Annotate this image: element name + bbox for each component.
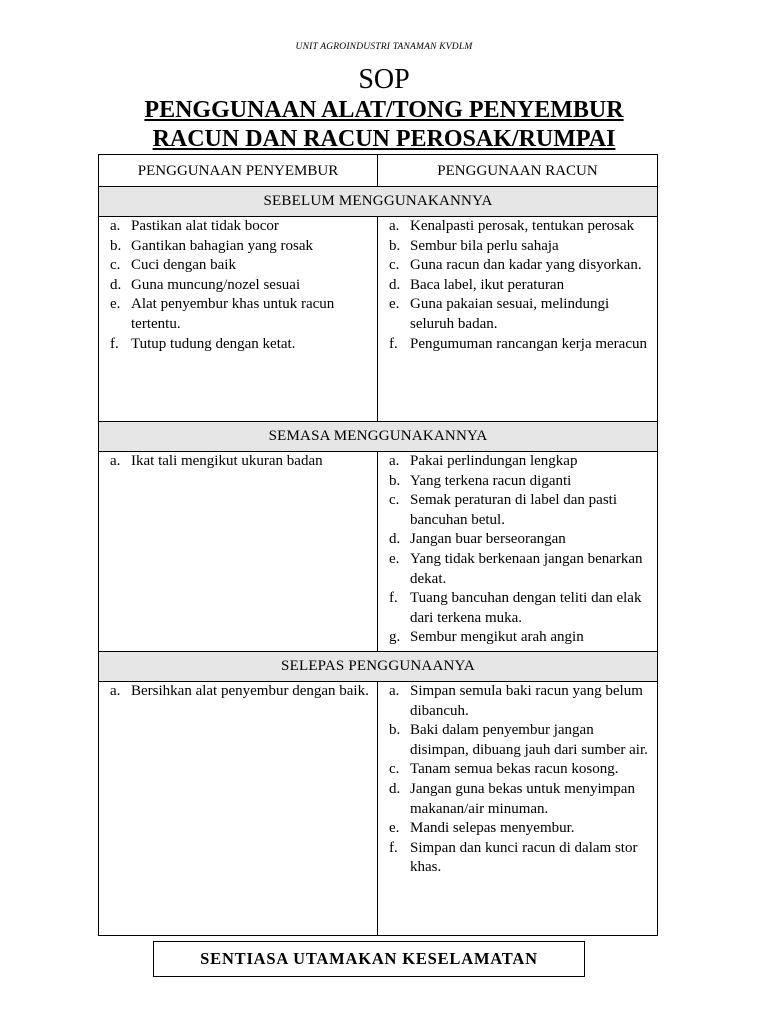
list-item-marker: f.	[389, 590, 398, 607]
column-header-sprayer: PENGGUNAAN PENYEMBUR	[99, 155, 378, 187]
list-item	[103, 335, 371, 355]
list-item	[382, 682, 651, 721]
list-item	[382, 530, 651, 550]
sop-table	[98, 154, 658, 936]
section-title-before: SEBELUM MENGGUNAKANNYA	[99, 187, 658, 217]
list-item	[382, 452, 651, 472]
list-item	[382, 491, 651, 530]
list-item	[382, 760, 651, 780]
during-poison-cell	[378, 452, 658, 652]
list-item-text: Guna pakaian sesuai, melindungi seluruh badan.	[410, 296, 610, 332]
list-item-text: Jangan buar berseorangan	[410, 531, 566, 548]
before-poison-list	[382, 217, 651, 354]
list-item	[382, 295, 651, 334]
list-item-text: Alat penyembur khas untuk racun tertentu.	[131, 296, 335, 332]
list-item-marker: c.	[110, 257, 121, 274]
list-item-text: Tuang bancuhan dengan teliti dan elak dari terkena muka.	[410, 590, 642, 626]
section-after-content	[99, 682, 658, 936]
list-item	[382, 589, 651, 628]
during-sprayer-list	[103, 452, 371, 472]
list-item	[103, 217, 371, 237]
before-sprayer-cell	[99, 217, 378, 422]
list-item	[382, 550, 651, 589]
list-item	[103, 452, 371, 472]
list-item	[103, 682, 371, 702]
list-item-text: Yang terkena racun diganti	[410, 472, 572, 489]
list-item-marker: d.	[389, 276, 401, 293]
list-item-marker: a.	[389, 453, 400, 469]
page-title-line-1: PENGGUNAAN ALAT/TONG PENYEMBUR	[144, 97, 624, 123]
list-item-marker: d.	[389, 780, 401, 797]
column-header-poison: PENGGUNAAN RACUN	[378, 155, 658, 187]
list-item	[382, 721, 651, 760]
section-during-content	[99, 452, 658, 652]
list-item	[382, 472, 651, 492]
list-item	[382, 256, 651, 276]
list-item-marker: a.	[389, 683, 400, 699]
list-item-text: Baca label, ikut peraturan	[410, 276, 565, 293]
list-item-text: Tanam semua bekas racun kosong.	[410, 761, 619, 778]
list-item-marker: b.	[389, 237, 401, 254]
list-item-marker: c.	[389, 761, 400, 778]
column-header-row	[99, 155, 658, 187]
list-item-marker: a.	[110, 218, 121, 234]
section-during-row	[99, 422, 658, 452]
during-poison-list	[382, 452, 651, 648]
list-item	[382, 628, 651, 648]
list-item-text: Sembur mengikut arah angin	[410, 629, 584, 646]
list-item-marker: f.	[389, 839, 398, 856]
list-item-marker: c.	[389, 257, 400, 274]
list-item-marker: b.	[110, 237, 122, 254]
list-item	[103, 237, 371, 257]
list-item-text: Cuci dengan baik	[131, 257, 236, 274]
list-item	[382, 335, 651, 355]
list-item-marker: b.	[389, 722, 401, 739]
list-item-text: Ikat tali mengikut ukuran badan	[131, 453, 323, 469]
list-item-text: Gantikan bahagian yang rosak	[131, 237, 314, 254]
list-item-marker: d.	[110, 276, 122, 293]
list-item-text: Pakai perlindungan lengkap	[410, 453, 578, 469]
list-item-marker: b.	[389, 472, 401, 489]
list-item	[103, 276, 371, 296]
list-item	[103, 256, 371, 276]
list-item-text: Mandi selepas menyembur.	[410, 820, 575, 837]
list-item-marker: g.	[389, 629, 401, 646]
list-item-marker: c.	[389, 492, 400, 509]
section-title-during: SEMASA MENGGUNAKANNYA	[99, 422, 658, 452]
list-item	[382, 237, 651, 257]
list-item-text: Yang tidak berkenaan jangan benarkan dekat.	[410, 550, 643, 587]
list-item-text: Simpan dan kunci racun di dalam stor khas.	[410, 839, 638, 876]
section-after-row	[99, 652, 658, 682]
list-item-text: Tutup tudung dengan ketat.	[131, 335, 296, 352]
unit-header: UNIT AGROINDUSTRI TANAMAN KVDLM	[295, 42, 473, 52]
page-title	[0, 96, 768, 154]
after-poison-list	[382, 682, 651, 878]
list-item-marker: e.	[110, 296, 121, 313]
list-item-marker: e.	[389, 550, 400, 567]
list-item-text: Pastikan alat tidak bocor	[131, 218, 279, 234]
list-item-text: Baki dalam penyembur jangan disimpan, dibuang jauh dari sumber air.	[410, 722, 648, 758]
before-poison-cell	[378, 217, 658, 422]
list-item-text: Simpan semula baki racun yang belum dibancuh.	[410, 683, 643, 719]
list-item-text: Guna racun dan kadar yang disyorkan.	[410, 257, 642, 274]
list-item	[382, 276, 651, 296]
list-item-text: Guna muncung/nozel sesuai	[131, 276, 301, 293]
list-item-text: Sembur bila perlu sahaja	[410, 237, 559, 254]
after-sprayer-cell	[99, 682, 378, 936]
section-before-row	[99, 187, 658, 217]
before-sprayer-list	[103, 217, 371, 354]
during-sprayer-cell	[99, 452, 378, 652]
list-item	[382, 780, 651, 819]
after-sprayer-list	[103, 682, 371, 702]
list-item-marker: e.	[389, 296, 400, 313]
list-item-marker: a.	[110, 683, 121, 699]
list-item	[382, 839, 651, 878]
list-item-marker: f.	[110, 335, 119, 352]
list-item-marker: a.	[389, 218, 400, 234]
list-item-marker: e.	[389, 820, 400, 837]
section-before-content	[99, 217, 658, 422]
list-item-marker: d.	[389, 531, 401, 548]
list-item	[382, 819, 651, 839]
safety-footer: SENTIASA UTAMAKAN KESELAMATAN	[153, 941, 585, 977]
page-title-line-2: RACUN DAN RACUN PEROSAK/RUMPAI	[152, 126, 616, 152]
after-poison-cell	[378, 682, 658, 936]
list-item-text: Bersihkan alat penyembur dengan baik.	[131, 683, 369, 699]
list-item-text: Kenalpasti perosak, tentukan perosak	[410, 218, 635, 234]
sop-title: SOP	[358, 64, 410, 95]
list-item	[382, 217, 651, 237]
list-item-marker: a.	[110, 453, 121, 469]
list-item-text: Semak peraturan di label dan pasti bancuhan betul.	[410, 492, 618, 528]
list-item-marker: f.	[389, 335, 398, 352]
list-item	[103, 295, 371, 334]
section-title-after: SELEPAS PENGGUNAANYA	[99, 652, 658, 682]
list-item-text: Pengumuman rancangan kerja meracun	[410, 335, 647, 352]
list-item-text: Jangan guna bekas untuk menyimpan makanan/air minuman.	[410, 780, 635, 817]
